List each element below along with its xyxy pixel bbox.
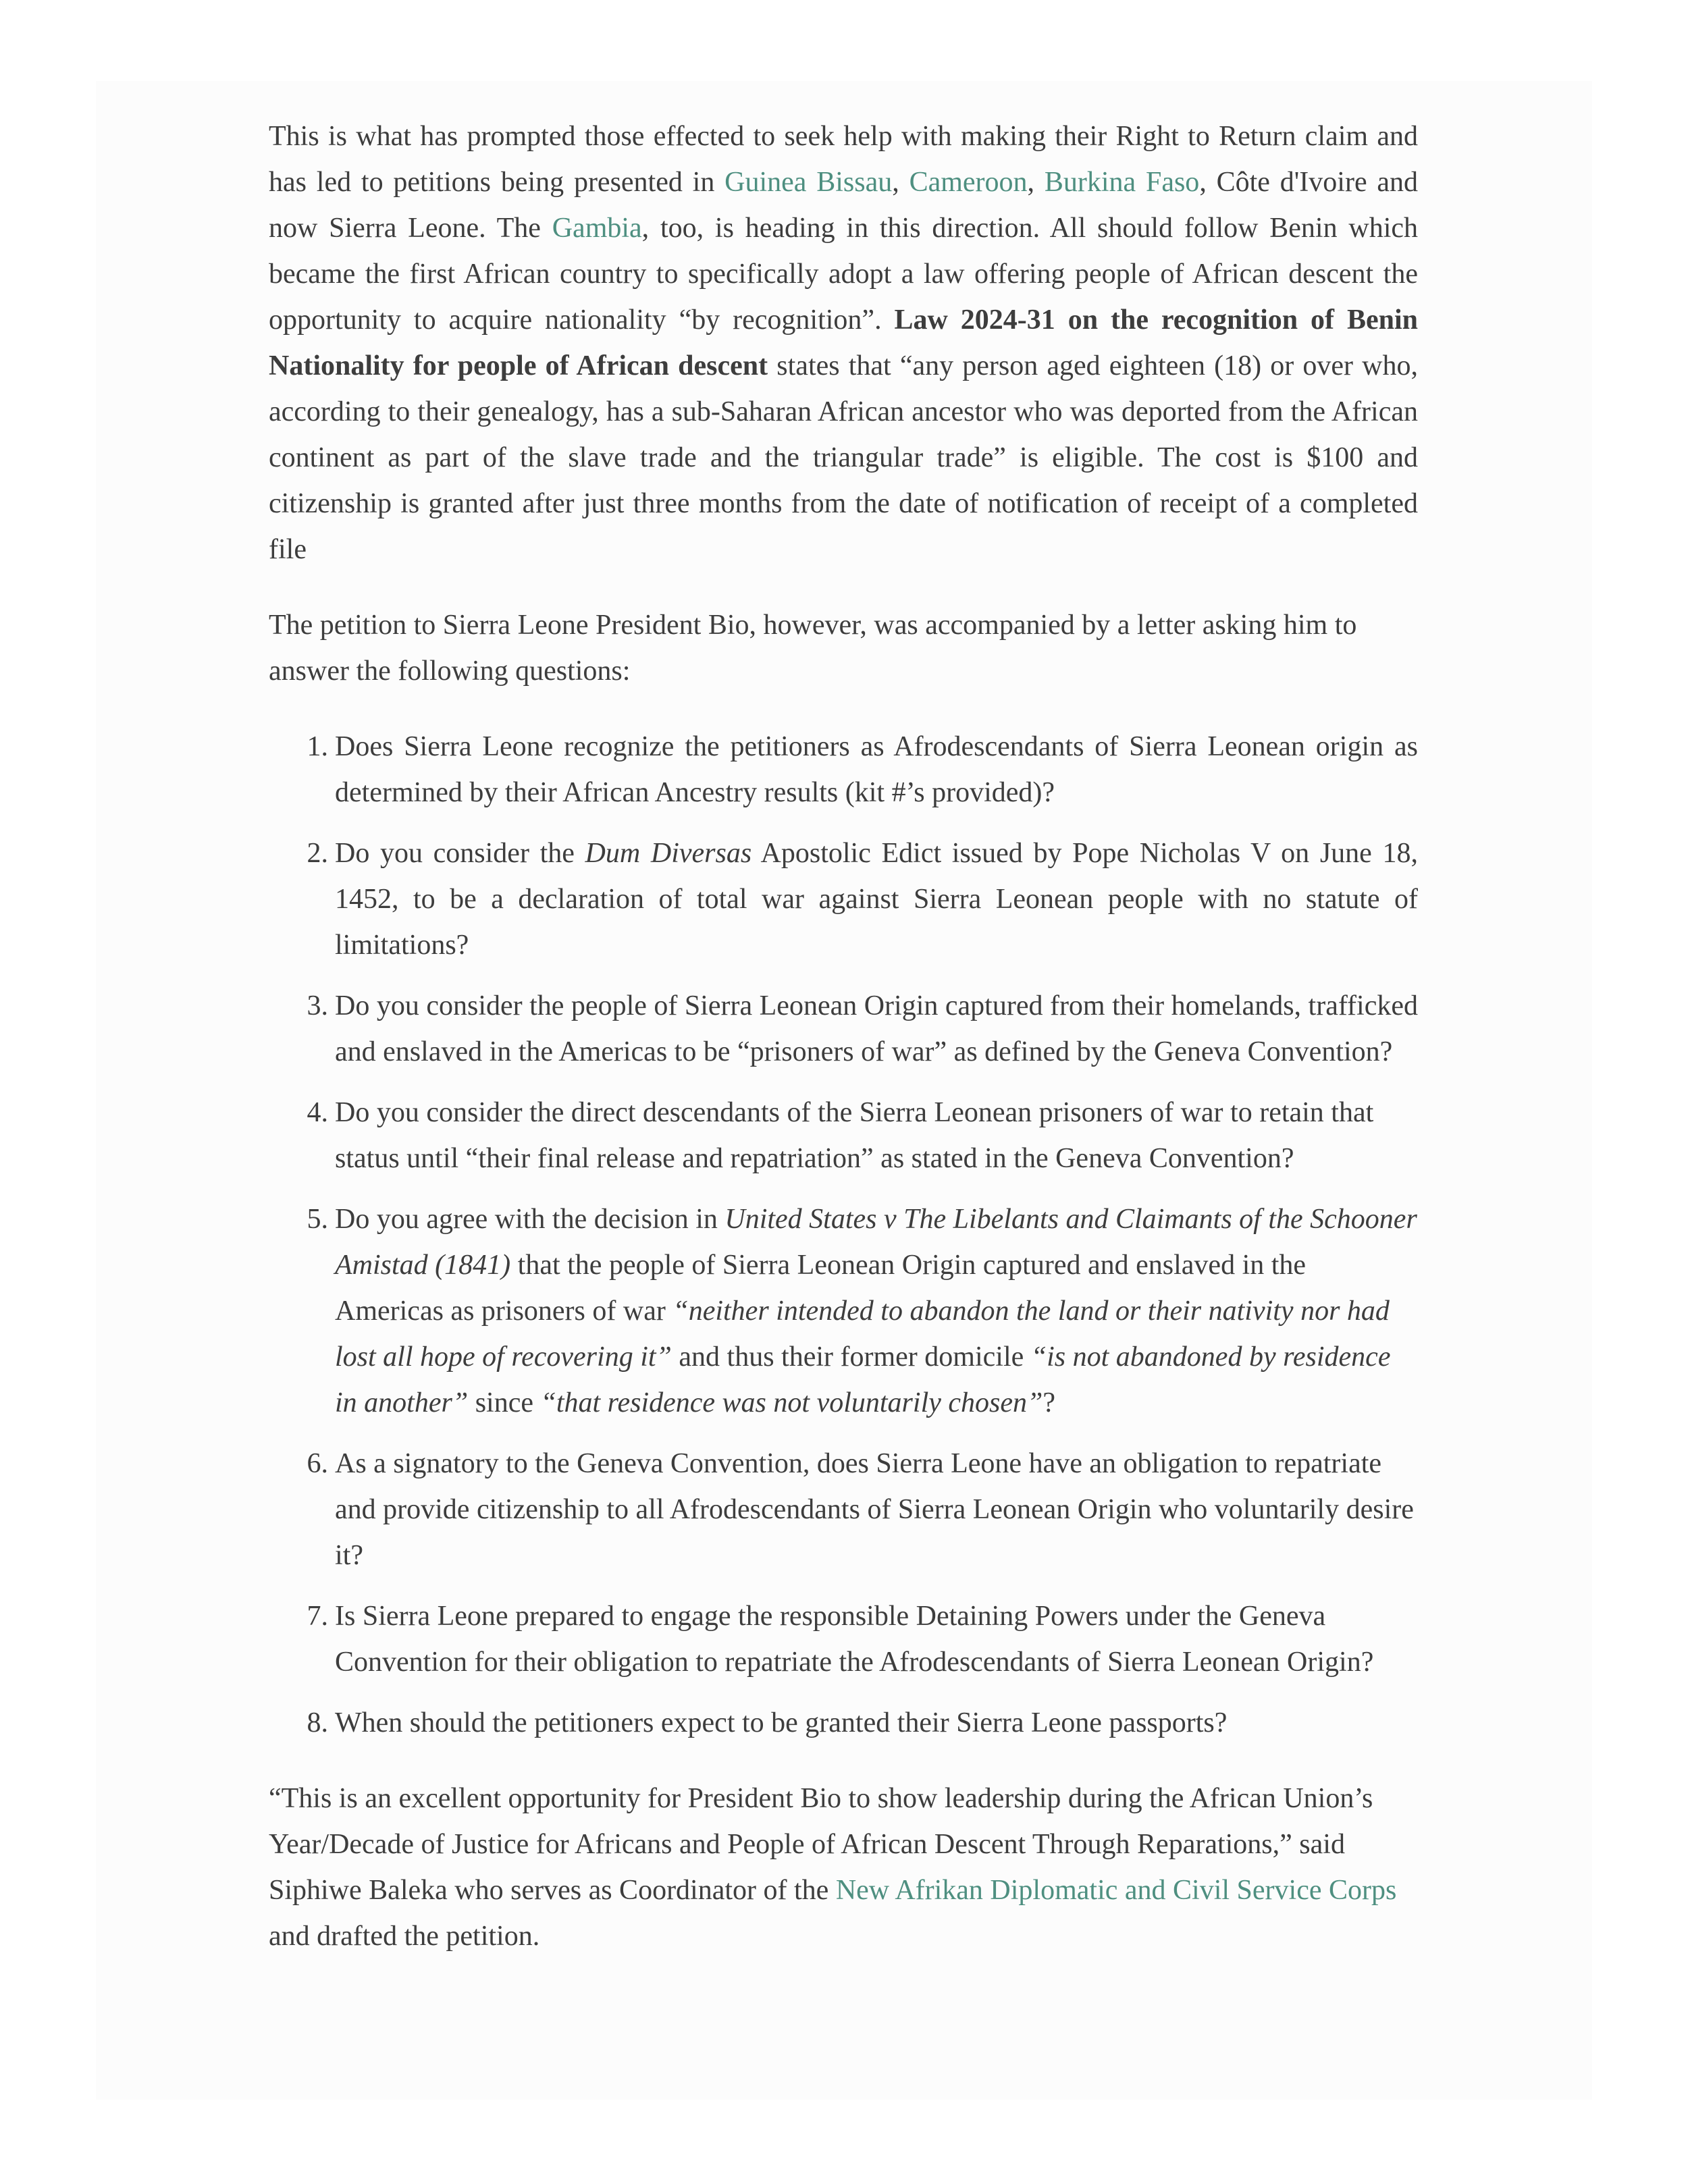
paragraph-text: states that “any person aged eighteen (18) or over who, according to their genealogy, has a sub-Saharan African ancestor who was deported from the African continent as part of the slave trade and the triangular trade” is eligible. The cost is $100 and citizenship is granted after just three months from the date of notification of receipt of a completed file — [269, 350, 1418, 565]
question-text: As a signatory to the Geneva Convention, does Sierra Leone have an obligation to repatriate and provide citizenship to all Afrodescendants of Sierra Leonean Origin who voluntarily desire it? — [335, 1448, 1414, 1571]
link-cameroon[interactable]: Cameroon — [909, 167, 1028, 198]
list-number: 3. — [307, 990, 328, 1021]
paragraph-right-to-return — [269, 113, 1418, 572]
question-text: Do you agree with the decision in — [335, 1204, 725, 1235]
paragraph-text: , too, is heading in this direction. All should follow Benin which became the first African country to specifically adopt a law offering people of African descent the opportunity to acquire nationality “by recognition”. — [269, 213, 1419, 336]
separator-text: , — [892, 167, 909, 198]
list-item-question-2 — [269, 830, 1418, 968]
link-burkina-faso[interactable]: Burkina Faso — [1044, 167, 1200, 198]
question-text: Do you consider the people of Sierra Leonean Origin captured from their homelands, trafficked and enslaved in the Americas to be “prisoners of war” as defined by the Geneva Convention? — [335, 990, 1418, 1067]
paragraph-text: , Côte d'Ivoire and now Sierra Leone. The — [269, 167, 1419, 244]
list-item-question-8 — [269, 1700, 1418, 1746]
case-citation: United States v The Libelants and Claimants of the Schooner Amistad (1841) — [335, 1204, 1417, 1281]
quoted-ruling-3: “that residence was not voluntarily chosen” — [540, 1387, 1043, 1418]
question-text: Apostolic Edict issued by Pope Nicholas V on June 18, 1452, to be a declaration of total war against Sierra Leonean people with no statute of limitations? — [335, 838, 1418, 961]
article-body — [269, 113, 1418, 1959]
edict-name: Dum Diversas — [585, 838, 752, 869]
question-text: ? — [1043, 1387, 1056, 1418]
quote-text: “This is an excellent opportunity for President Bio to show leadership during the African Union’s Year/Decade of Justice for Africans and People of African Descent Through Reparations,” said Siphiwe Baleka who serves as Coordinator of the — [269, 1783, 1373, 1906]
list-item-question-1 — [269, 724, 1418, 816]
question-text: Do you consider the — [335, 838, 585, 869]
list-item-question-4 — [269, 1090, 1418, 1181]
benin-law-title: Law 2024-31 on the recognition of Benin Nationality for people of African descent — [269, 304, 1418, 381]
list-item-question-5 — [269, 1196, 1418, 1426]
question-text: When should the petitioners expect to be granted their Sierra Leone passports? — [335, 1707, 1228, 1738]
list-item-question-7 — [269, 1593, 1418, 1685]
list-item-question-6 — [269, 1441, 1418, 1578]
list-number: 4. — [307, 1097, 328, 1128]
paragraph-petition-letter: The petition to Sierra Leone President Bio, however, was accompanied by a letter asking him to answer the following questions: — [269, 610, 1357, 687]
paragraph-intro-text: This is what has prompted those effected to seek help with making their Right to Return claim and has led to petitions being presented in — [269, 121, 1418, 198]
list-number: 5. — [307, 1204, 328, 1235]
question-text: Do you consider the direct descendants of the Sierra Leonean prisoners of war to retain that status until “their final release and repatriation” as stated in the Geneva Convention? — [335, 1097, 1374, 1174]
link-guinea-bissau[interactable]: Guinea Bissau — [724, 167, 893, 198]
quoted-ruling-1: “neither intended to abandon the land or their nativity nor had lost all hope of recovering it” — [335, 1296, 1390, 1373]
quoted-ruling-2: “is not abandoned by residence in another” — [335, 1341, 1391, 1418]
link-new-afrikan-corps[interactable]: New Afrikan Diplomatic and Civil Service Corps — [835, 1875, 1397, 1906]
link-gambia[interactable]: Gambia — [552, 213, 642, 244]
list-number: 2. — [307, 838, 328, 869]
list-number: 6. — [307, 1448, 328, 1479]
list-item-question-3 — [269, 983, 1418, 1075]
quote-text: and drafted the petition. — [269, 1921, 540, 1952]
question-text: Is Sierra Leone prepared to engage the responsible Detaining Powers under the Geneva Convention for their obligation to repatriate the Afrodescendants of Sierra Leonean Origin? — [335, 1601, 1374, 1678]
list-number: 7. — [307, 1601, 328, 1632]
list-number: 8. — [307, 1707, 328, 1738]
paragraph-baleka-quote — [269, 1776, 1418, 1959]
question-text: that the people of Sierra Leonean Origin captured and enslaved in the Americas as prisoners of war — [335, 1250, 1307, 1327]
list-number: 1. — [307, 731, 328, 762]
question-text: since — [468, 1387, 541, 1418]
questions-list — [269, 724, 1418, 1746]
question-text: Does Sierra Leone recognize the petitioners as Afrodescendants of Sierra Leonean origin as determined by their African Ancestry results (kit #’s provided)? — [335, 731, 1418, 808]
question-text: and thus their former domicile — [671, 1341, 1031, 1373]
separator-text: , — [1027, 167, 1045, 198]
